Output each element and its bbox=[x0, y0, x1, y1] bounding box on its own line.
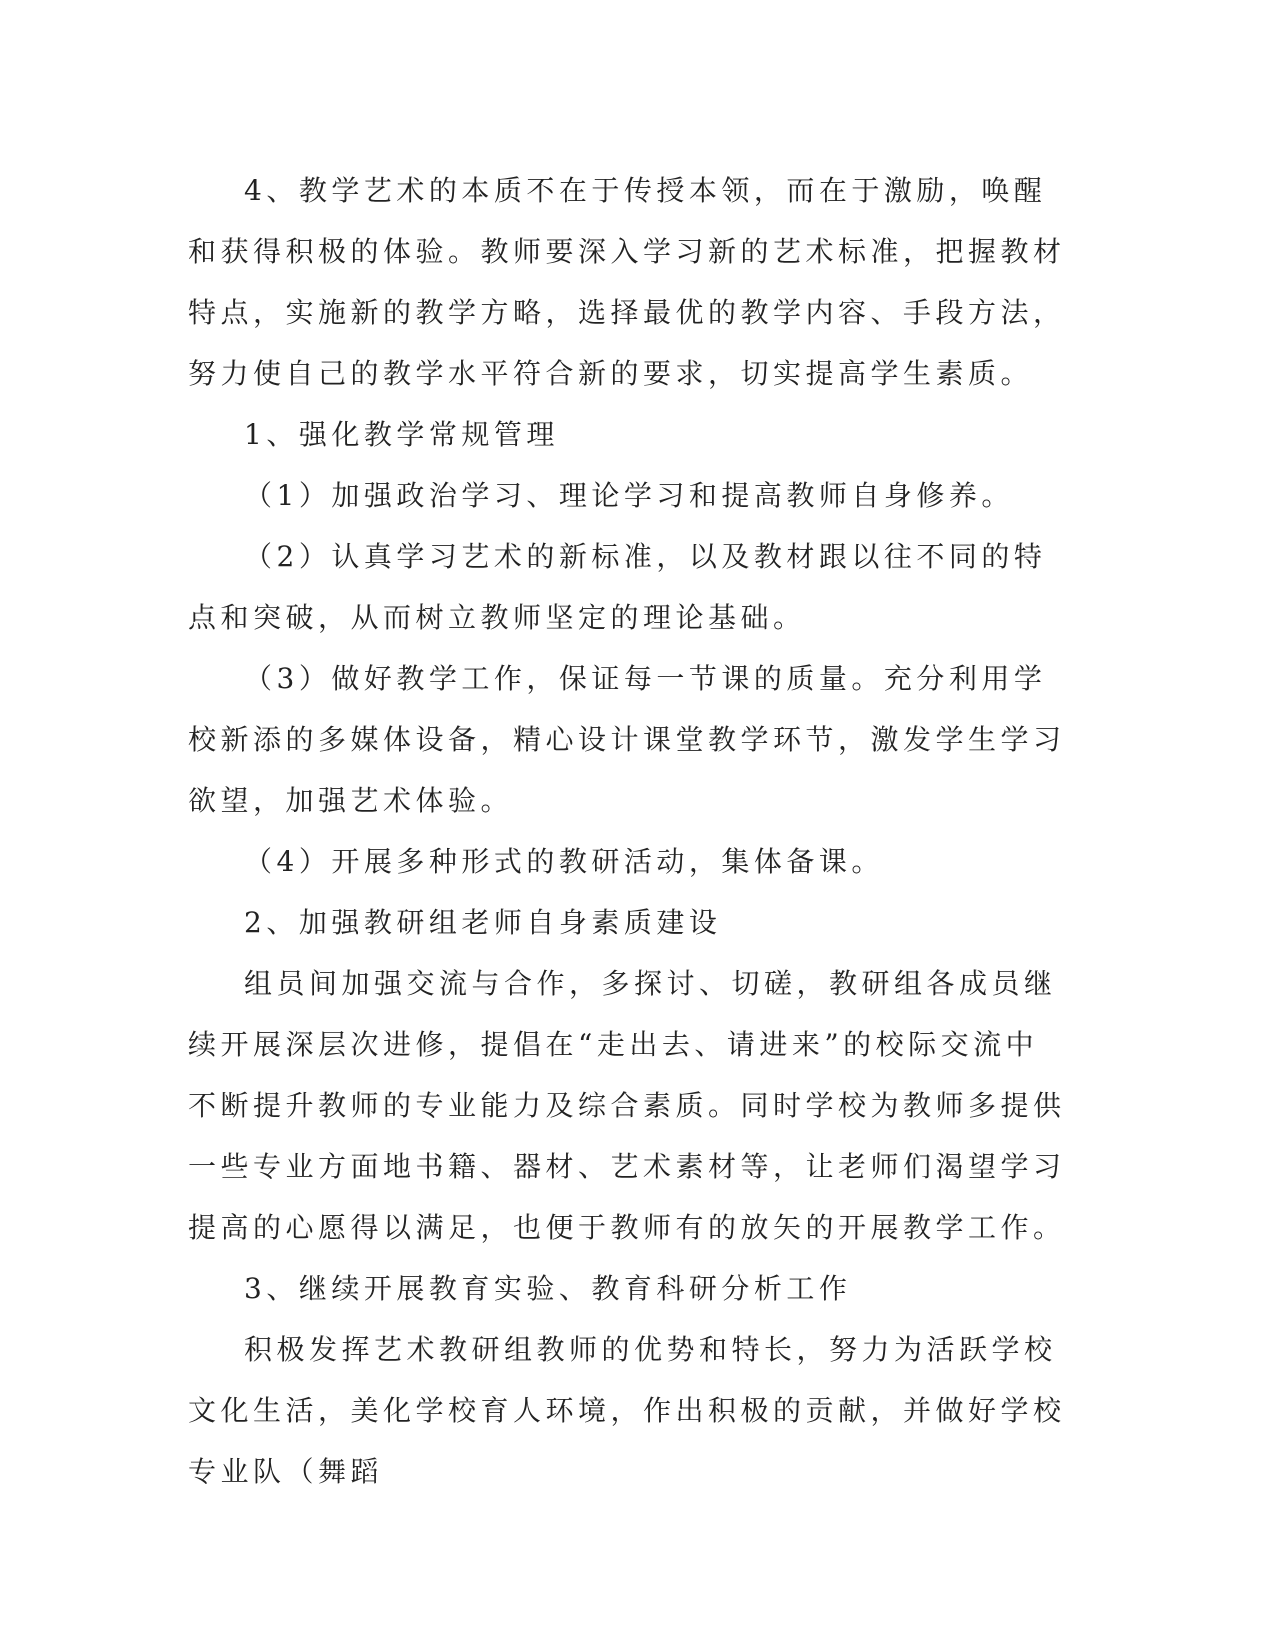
paragraph-team-exchange: 组员间加强交流与合作，多探讨、切磋，教研组各成员继续开展深层次进修，提倡在“走出去、请进来”的校际交流中不断提升教师的专业能力及综合素质。同时学校为教师多提供一些专业方面地书籍、器材、艺术素材等，让老师们渴望学习提高的心愿得以满足，也便于教师有的放矢的开展教学工作。 bbox=[188, 967, 1066, 1244]
paragraph-teaching-art-essence: 4、教学艺术的本质不在于传授本领，而在于激励，唤醒和获得积极的体验。教师要深入学习新的艺术标准，把握教材特点，实施新的教学方略，选择最优的教学内容、手段方法，努力使自己的教学水平符合新的要求，切实提高学生素质。 bbox=[188, 174, 1066, 390]
paragraph-art-group-strengths: 积极发挥艺术教研组教师的优势和特长，努力为活跃学校文化生活，美化学校育人环境，作出积极的贡献，并做好学校专业队（舞蹈 bbox=[188, 1333, 1066, 1488]
list-item-new-standards: （2）认真学习艺术的新标准，以及教材跟以往不同的特点和突破，从而树立教师坚定的理论基础。 bbox=[188, 540, 1047, 634]
heading-education-experiments: 3、继续开展教育实验、教育科研分析工作 bbox=[244, 1272, 852, 1305]
list-item-political-study: （1）加强政治学习、理论学习和提高教师自身修养。 bbox=[244, 479, 1014, 512]
heading-strengthen-routine-management: 1、强化教学常规管理 bbox=[244, 418, 559, 451]
list-item-teaching-quality: （3）做好教学工作，保证每一节课的质量。充分利用学校新添的多媒体设备，精心设计课堂教学环节，激发学生学习欲望，加强艺术体验。 bbox=[188, 662, 1066, 817]
document-body bbox=[188, 160, 1068, 1502]
heading-teacher-quality-building: 2、加强教研组老师自身素质建设 bbox=[244, 906, 722, 939]
list-item-research-activities: （4）开展多种形式的教研活动，集体备课。 bbox=[244, 845, 884, 878]
